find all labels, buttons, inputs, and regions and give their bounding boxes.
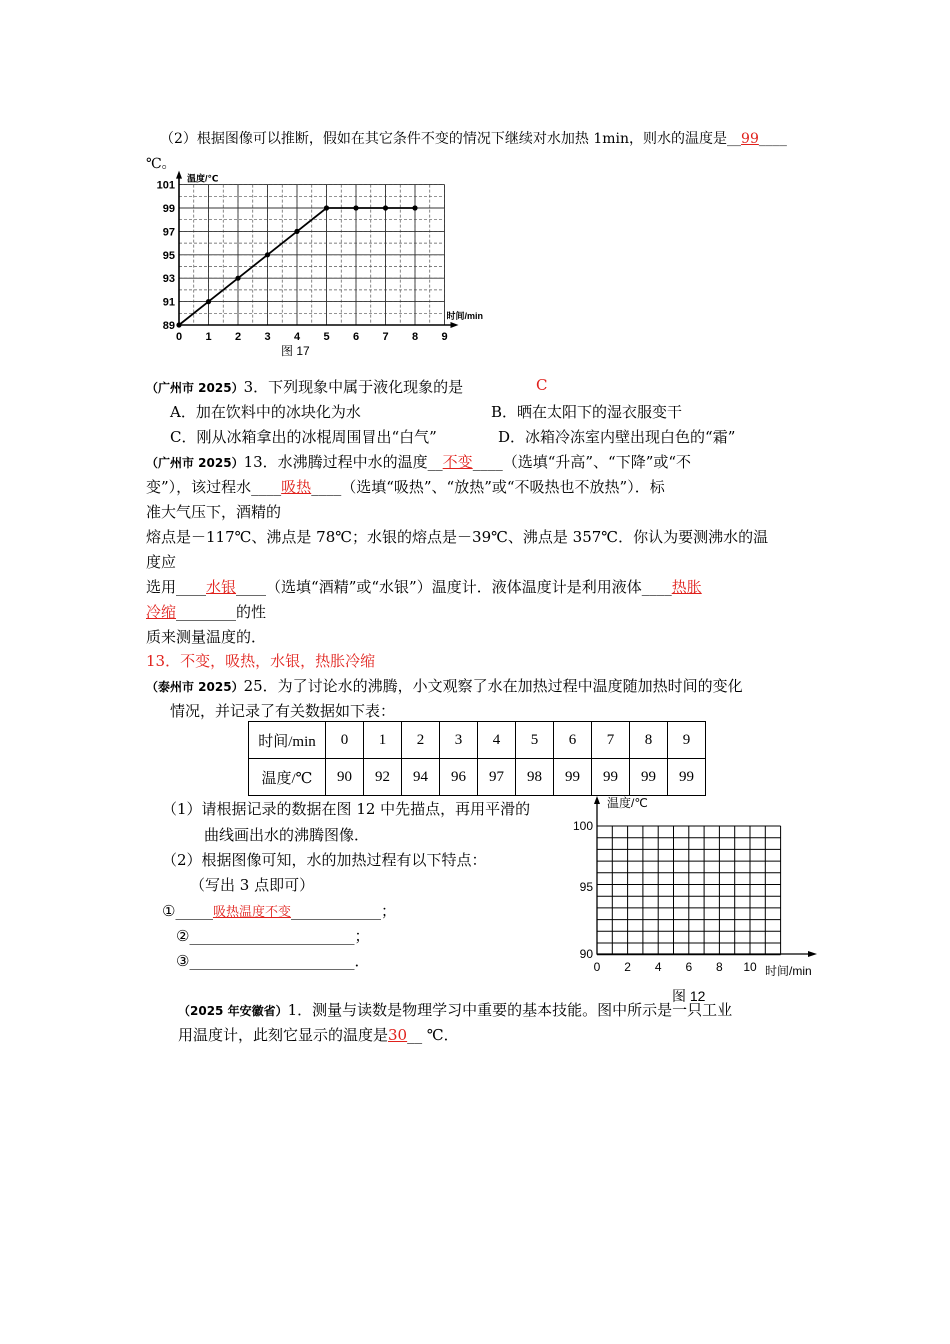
data-point	[324, 205, 329, 210]
grid12-y-axis-label: 温度/℃	[607, 796, 648, 810]
x-tick-label: 9	[441, 331, 448, 343]
q-tz25-sub1a: （1）请根据记录的数据在图 12 中先描点，再用平滑的	[162, 800, 531, 818]
grid12-y-tick-label: 100	[572, 819, 593, 833]
table-cell: 92	[364, 759, 402, 796]
y-tick-label: 89	[162, 320, 175, 332]
grid12-x-tick-label: 10	[743, 960, 757, 974]
data-point	[294, 229, 299, 234]
x-tick-label: 1	[205, 331, 212, 343]
table-header-temp: 温度/℃	[249, 759, 326, 796]
figure-12-grid	[565, 792, 835, 1007]
x-tick-label: 7	[382, 331, 389, 343]
q-gz13-line5: 度应	[146, 553, 177, 571]
x-tick-label: 3	[264, 331, 271, 343]
q-gz13-line3: 准大气压下，酒精的	[146, 503, 282, 521]
table-cell: 94	[402, 759, 440, 796]
grid12-y-arrow	[594, 796, 600, 804]
data-point	[235, 276, 240, 281]
table-cell: 9	[668, 722, 706, 759]
q-gz13-line8: 质来测量温度的．	[146, 628, 267, 646]
grid12-y-tick-label: 90	[579, 947, 593, 961]
q-top-line1: （2）根据图像可以推断，假如在其它条件不变的情况下继续对水加热 1min，则水的温度是__99____	[160, 131, 787, 147]
table-cell: 0	[326, 722, 364, 759]
data-point	[265, 252, 270, 257]
y-tick-label: 95	[162, 249, 175, 262]
x-tick-label: 5	[323, 331, 330, 343]
table-cell: 99	[592, 759, 630, 796]
q-gz13-line6: 选用____水银____（选填“酒精”或“水银”）温度计．液体温度计是利用液体____热胀	[146, 578, 702, 596]
y-axis-arrow	[176, 171, 182, 179]
table-cell: 7	[592, 722, 630, 759]
table-cell: 98	[516, 759, 554, 796]
q-gz13-line4: 熔点是－117℃、沸点是 78℃；水银的熔点是－39℃、沸点是 357℃．你认为要测沸水的温	[146, 528, 769, 546]
x-tick-label: 8	[411, 331, 419, 343]
grid12-y-tick-label: 95	[579, 879, 593, 894]
y-tick-label: 97	[162, 226, 175, 239]
q-top-answer: 99	[741, 131, 759, 147]
table-row-time	[249, 722, 706, 759]
q-tz25-item3: ③______________________．	[176, 952, 370, 970]
table-cell: 3	[440, 722, 478, 759]
table-cell: 90	[326, 759, 364, 796]
table-cell: 1	[364, 722, 402, 759]
q-gz3-option-d: D．冰箱冷冻室内壁出现白色的“霜”	[498, 428, 736, 446]
table-row-temp	[249, 759, 706, 796]
q-tz25-sub2a: （2）根据图像可知，水的加热过程有以下特点：	[162, 851, 487, 869]
q-gz13-line1: （广州市 2025）13．水沸腾过程中水的温度__不变____（选填“升高”、“下降”或“不	[146, 453, 692, 471]
q-ah1-line1: （2025 年安徽省）1．测量与读数是物理学习中重要的基本技能。图中所示是一只工业	[178, 1001, 733, 1019]
q-gz3-option-c: C．刚从冰箱拿出的冰棍周围冒出“白气”	[170, 428, 437, 446]
q-gz3-stem: （广州市 2025）3．下列现象中属于液化现象的是	[146, 378, 464, 396]
data-point	[412, 205, 417, 210]
x-axis-label: 时间/min	[446, 311, 484, 321]
table-cell: 5	[516, 722, 554, 759]
table-header-time: 时间/min	[249, 722, 326, 759]
figure-caption: 图 17	[281, 344, 310, 358]
grid12-x-tick-label: 8	[716, 960, 723, 974]
table-cell: 96	[440, 759, 478, 796]
y-tick-label: 93	[162, 273, 175, 286]
table-cell: 99	[630, 759, 668, 796]
grid12-x-tick-label: 4	[654, 960, 662, 974]
y-tick-label: 91	[162, 296, 175, 309]
q-tz25-line1: （泰州市 2025）25．为了讨论水的沸腾，小文观察了水在加热过程中温度随加热时间的变化	[146, 677, 743, 695]
y-axis-label: 温度/℃	[187, 173, 219, 184]
q-gz3-answer: C	[536, 376, 548, 394]
q-top-line2: ℃。	[146, 156, 176, 172]
q-gz13-answer-line: 13．不变，吸热，水银，热胀冷缩	[146, 652, 376, 670]
grid12-x-arrow	[808, 951, 817, 957]
y-tick-label: 101	[156, 179, 175, 192]
figure-17-chart	[150, 166, 495, 366]
grid12-caption: 图 12	[672, 988, 706, 1004]
x-axis-arrow	[451, 322, 459, 328]
table-cell: 8	[630, 722, 668, 759]
grid12-x-axis-label: 时间/min	[765, 964, 812, 978]
grid12-x-tick-label: 0	[593, 960, 601, 974]
q-tz25-line2: 情况，并记录了有关数据如下表：	[170, 702, 396, 720]
grid12-x-tick-label: 2	[624, 960, 631, 974]
q-gz13-line2: 变”），该过程水____吸热____（选填“吸热”、“放热”或“不吸热也不放热”）．标	[146, 478, 665, 496]
q-ah1-line2: 用温度计，此刻它显示的温度是30__ ℃．	[178, 1026, 459, 1044]
data-table	[248, 721, 706, 796]
data-point	[176, 322, 181, 327]
q-tz25-item1: ①_____吸热温度不变____________；	[162, 902, 396, 920]
q-tz25-sub2b: （写出 3 点即可）	[190, 876, 315, 894]
table-cell: 97	[478, 759, 516, 796]
table-cell: 6	[554, 722, 592, 759]
table-cell: 99	[554, 759, 592, 796]
x-tick-label: 0	[175, 331, 183, 343]
table-cell: 4	[478, 722, 516, 759]
x-tick-label: 4	[293, 331, 301, 343]
y-tick-label: 99	[162, 203, 175, 215]
q-tz25-item2: ②______________________；	[176, 927, 370, 945]
table-cell: 2	[402, 722, 440, 759]
q-gz13-line7: 冷缩________的性	[146, 603, 267, 621]
q-gz3-option-b: B．晒在太阳下的湿衣服变干	[491, 403, 683, 421]
x-tick-label: 6	[352, 331, 360, 343]
q-gz3-option-a: A．加在饮料中的冰块化为水	[170, 403, 361, 421]
q-tz25-sub1b: 曲线画出水的沸腾图像．	[204, 826, 370, 844]
data-point	[383, 205, 388, 210]
data-point	[353, 205, 358, 210]
table-cell: 99	[668, 759, 706, 796]
data-point	[206, 299, 211, 304]
x-tick-label: 2	[234, 331, 242, 343]
grid12-x-tick-label: 6	[685, 960, 693, 974]
